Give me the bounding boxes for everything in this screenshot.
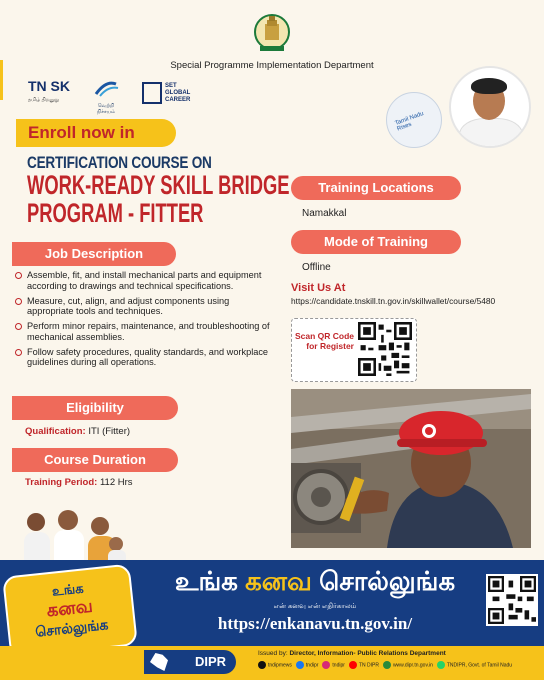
- job-description-list: [14, 270, 276, 372]
- course-title-line3: PROGRAM - FITTER: [27, 198, 204, 228]
- social-link-youtube[interactable]: [349, 661, 379, 669]
- social-link-facebook[interactable]: [296, 661, 319, 669]
- facebook-icon: [296, 661, 304, 669]
- social-link-whatsapp[interactable]: [437, 661, 512, 669]
- issued-by: [258, 650, 446, 657]
- visit-us-heading: Visit Us At: [291, 282, 346, 294]
- social-label: TNDIPR, Govt. of Tamil Nadu: [446, 662, 513, 669]
- set-text: SET GLOBAL CAREER: [165, 82, 191, 103]
- fitter-worker-photo: [291, 389, 531, 548]
- training-location-value: Namakkal: [302, 208, 347, 219]
- department-name: Special Programme Implementation Department: [170, 60, 374, 71]
- partner-logos: [28, 78, 199, 115]
- campaign-title-part2: கனவ: [245, 566, 312, 596]
- set-logo: [142, 82, 199, 104]
- campaign-subtitle: என் கனவு என் எதிர்காலம்: [273, 603, 357, 610]
- portrait-shirt: [459, 118, 523, 148]
- training-period-value: 112 Hrs: [99, 477, 133, 488]
- x-icon: [258, 661, 266, 669]
- tn-skill-text: TN SK: [28, 78, 70, 94]
- social-label: tndipr: [305, 662, 319, 669]
- course-title-line1: CERTIFICATION COURSE ON: [27, 153, 212, 172]
- enroll-banner: Enroll now in: [16, 119, 176, 147]
- campaign-qr-code-icon[interactable]: [486, 574, 538, 626]
- eligibility-heading: Eligibility: [12, 396, 178, 420]
- tn-rises-text: Tamil Nadu Rises: [394, 110, 425, 133]
- campaign-logo: [2, 564, 138, 659]
- set-box-icon: [142, 82, 162, 104]
- social-link-x[interactable]: [258, 661, 292, 669]
- globe-icon: [383, 661, 391, 669]
- campaign-logo-line2: கனவ: [45, 595, 94, 621]
- social-links: [258, 661, 512, 669]
- whatsapp-icon: [437, 661, 445, 669]
- course-url-link[interactable]: https://candidate.tnskill.tn.gov.in/skillwallet/course/5480: [291, 296, 496, 306]
- social-link-website[interactable]: [383, 661, 433, 669]
- vetri-swoosh-icon: [92, 80, 120, 98]
- social-label: www.dipr.tn.gov.in: [392, 662, 433, 669]
- course-duration-heading: Course Duration: [12, 448, 178, 472]
- qualification-value: ITI (Fitter): [88, 426, 131, 437]
- job-description-heading: Job Description: [12, 242, 176, 266]
- campaign-title-part3: சொல்லுங்க: [311, 566, 456, 596]
- register-qr-code-icon[interactable]: [358, 322, 412, 376]
- mode-of-training-heading: Mode of Training: [291, 230, 461, 254]
- vetri-text: வெற்றி நிச்சயம்: [97, 103, 115, 115]
- mode-of-training-value: Offline: [302, 262, 331, 273]
- social-link-instagram[interactable]: [322, 661, 345, 669]
- vetri-logo: [92, 80, 120, 115]
- chief-minister-portrait: [449, 66, 531, 148]
- qr-label: Scan QR Code for Register: [294, 331, 354, 351]
- campaign-website-link[interactable]: https://enkanavu.tn.gov.in/: [217, 614, 413, 633]
- social-label: TN DIPR: [358, 662, 379, 669]
- qualification: [25, 426, 130, 437]
- list-item: Assemble, fit, and install mechanical parts and equipment according to drawings and technical specifications.: [14, 270, 276, 291]
- social-label: tndipr: [332, 662, 345, 669]
- social-label: tndipmews: [268, 662, 292, 669]
- list-item: Perform minor repairs, maintenance, and troubleshooting of mechanical assemblies.: [14, 321, 276, 342]
- dipr-logo: DIPR: [144, 650, 236, 674]
- tn-skill-logo: [28, 79, 70, 107]
- training-period: [25, 477, 133, 488]
- issued-by-prefix: Issued by:: [258, 650, 288, 657]
- tn-emblem-icon: [254, 14, 290, 54]
- tn-skill-sub: தமிழ் திறனுறு: [28, 97, 60, 103]
- campaign-title: [150, 566, 480, 600]
- list-item: Follow safety procedures, quality standards, and workplace guidelines during all operations.: [14, 347, 276, 368]
- register-qr-box[interactable]: [291, 318, 417, 382]
- campaign-logo-line3: சொல்லுங்க: [34, 616, 110, 640]
- training-period-label: Training Period:: [25, 477, 98, 488]
- campaign-title-part1: உங்க: [174, 566, 246, 596]
- youtube-icon: [349, 661, 357, 669]
- instagram-icon: [322, 661, 330, 669]
- tn-rises-badge: [386, 92, 442, 148]
- course-title-line2: WORK-READY SKILL BRIDGE: [27, 170, 290, 200]
- training-locations-heading: Training Locations: [291, 176, 461, 200]
- qualification-label: Qualification:: [25, 426, 86, 437]
- campaign-logo-line1: உங்க: [51, 580, 85, 599]
- portrait-hair: [471, 78, 507, 94]
- list-item: Measure, cut, align, and adjust components using appropriate tools and techniques.: [14, 296, 276, 317]
- issued-by-value: Director, Information- Public Relations Department: [289, 650, 446, 657]
